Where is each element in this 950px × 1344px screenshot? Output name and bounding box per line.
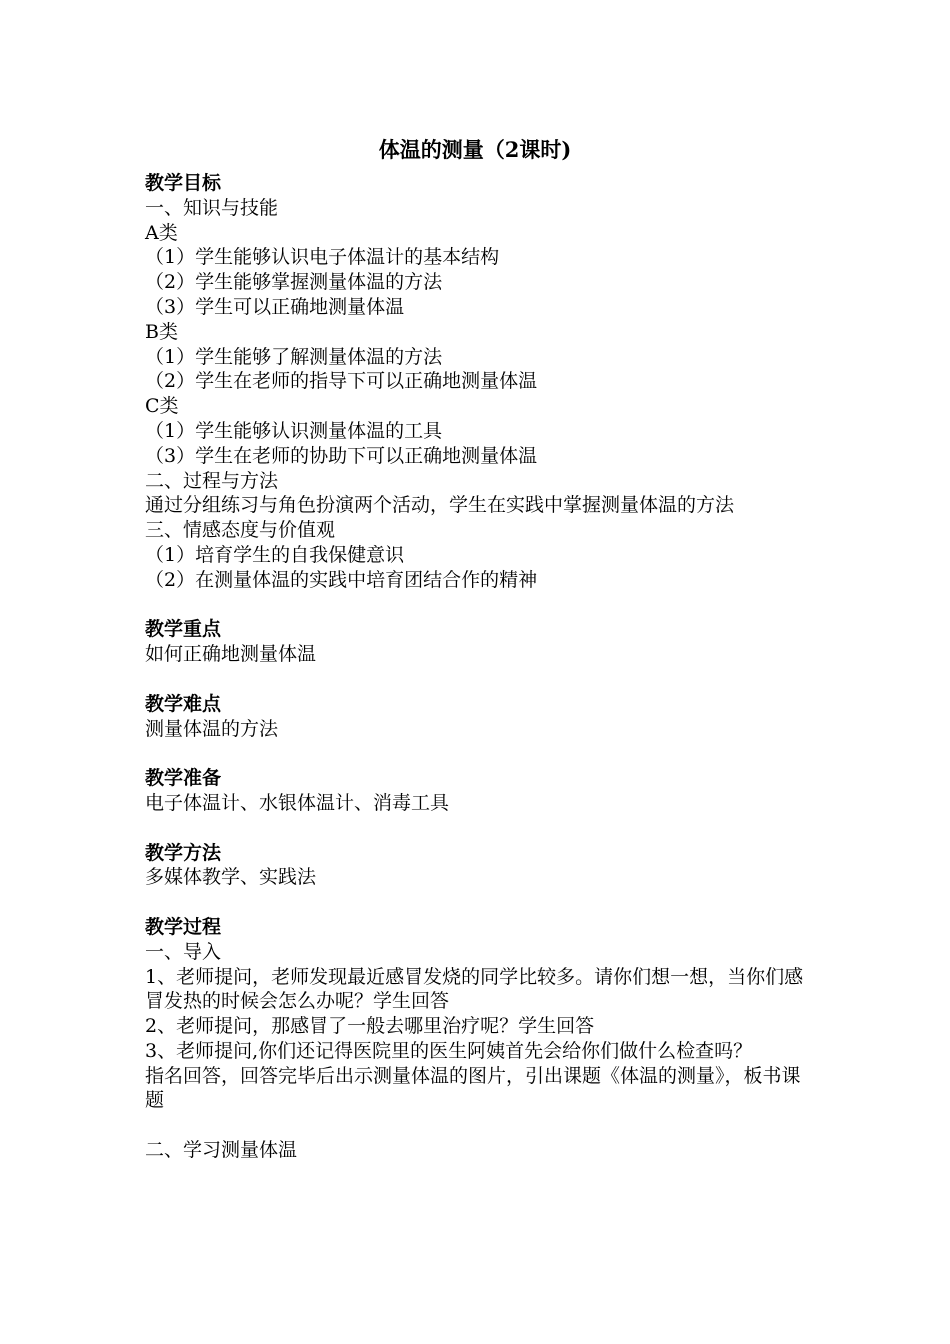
goals-section-2-text: 通过分组练习与角色扮演两个活动，学生在实践中掌握测量体温的方法	[145, 494, 735, 517]
key-point-heading: 教学重点	[145, 618, 222, 641]
spacer	[145, 1113, 815, 1138]
goals-section-3: 三、情感态度与价值观	[145, 519, 336, 542]
goals-b-item-1: （1）学生能够了解测量体温的方法	[145, 345, 443, 368]
difficulty-heading: 教学难点	[145, 692, 222, 715]
difficulty-text: 测量体温的方法	[145, 717, 279, 740]
document-page	[145, 135, 815, 1163]
process-answer: 指名回答，回答完毕后出示测量体温的图片，引出课题《体温的测量》，板书课题	[145, 1064, 801, 1112]
process-section-2: 二、学习测量体温	[145, 1139, 298, 1162]
spacer	[145, 593, 815, 618]
goals-c-item-1: （1）学生能够认识测量体温的工具	[145, 419, 443, 442]
goals-a-label: A类	[145, 221, 178, 244]
goals-section-1: 一、知识与技能	[145, 196, 279, 219]
spacer	[145, 667, 815, 692]
goals-c-item-2: （3）学生在老师的协助下可以正确地测量体温	[145, 444, 538, 467]
goals-c-label: C类	[145, 395, 179, 418]
method-heading: 教学方法	[145, 841, 222, 864]
spacer	[145, 816, 815, 841]
goals-b-item-2: （2）学生在老师的指导下可以正确地测量体温	[145, 370, 538, 393]
goals-a-item-2: （2）学生能够掌握测量体温的方法	[145, 271, 443, 294]
goals-section-3-item-1: （1）培育学生的自我保健意识	[145, 543, 405, 566]
goals-a-item-1: （1）学生能够认识电子体温计的基本结构	[145, 246, 500, 269]
goals-section-3-item-2: （2）在测量体温的实践中培育团结合作的精神	[145, 568, 538, 591]
method-text: 多媒体教学、实践法	[145, 866, 317, 889]
goals-section-2: 二、过程与方法	[145, 469, 279, 492]
spacer	[145, 741, 815, 766]
process-intro: 一、导入	[145, 940, 222, 963]
key-point-text: 如何正确地测量体温	[145, 643, 317, 666]
process-question-1: 1、老师提问，老师发现最近感冒发烧的同学比较多。请你们想一想，当你们感冒发热的时候会怎么办呢？学生回答	[145, 965, 804, 1013]
goals-b-label: B类	[145, 320, 178, 343]
spacer	[145, 890, 815, 915]
process-question-2: 2、老师提问，那感冒了一般去哪里治疗呢？学生回答	[145, 1015, 595, 1038]
goals-a-item-3: （3）学生可以正确地测量体温	[145, 295, 405, 318]
preparation-text: 电子体温计、水银体温计、消毒工具	[145, 791, 450, 814]
process-question-3: 3、老师提问,你们还记得医院里的医生阿姨首先会给你们做什么检查吗？	[145, 1039, 753, 1062]
process-heading: 教学过程	[145, 915, 222, 938]
goals-heading: 教学目标	[145, 172, 222, 194]
preparation-heading: 教学准备	[145, 767, 222, 790]
document-title: 体温的测量（2课时)	[378, 137, 572, 162]
